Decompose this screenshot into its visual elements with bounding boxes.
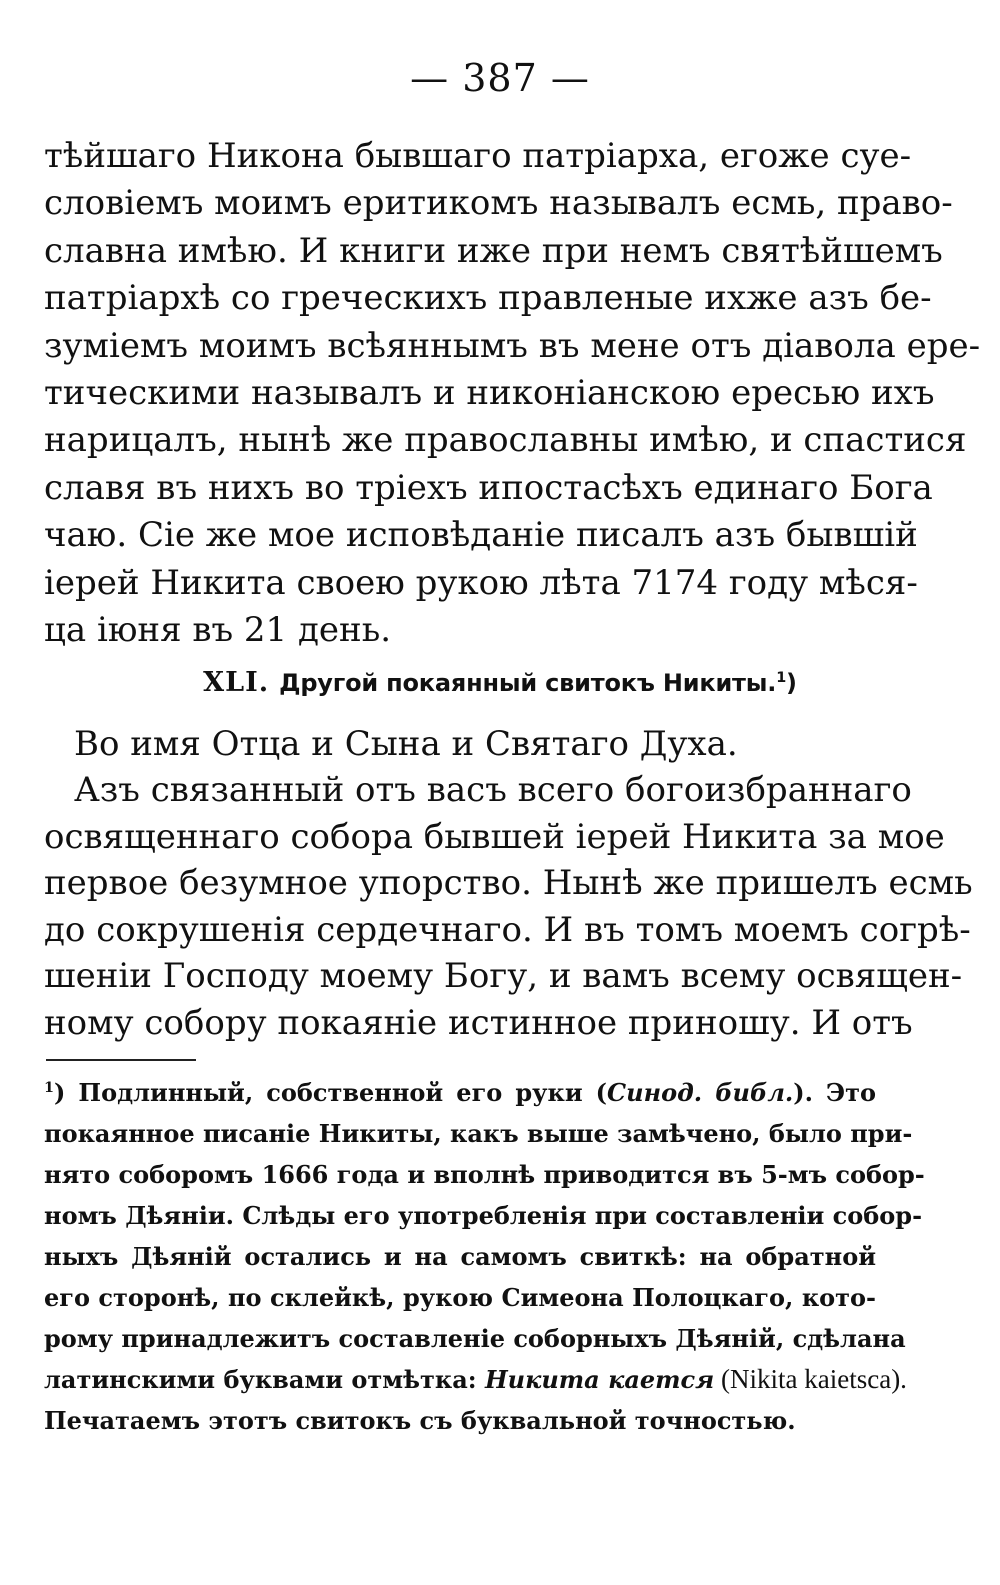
footnote-line: рому принадлежитъ составленіе соборныхъ Дѣяній, сдѣлана [44, 1324, 906, 1353]
text-line: нарицалъ, нынѣ же православны имѣю, и спастися [44, 420, 967, 461]
footnote-mark: 1 [44, 1079, 55, 1096]
footnote-line: номъ Дѣяніи. Слѣды его употребленія при составленіи собор- [44, 1201, 923, 1230]
footnote-divider [46, 1059, 196, 1061]
text-line: освященнаго собора бывшей іерей Никита за мое [44, 816, 945, 857]
section-numeral: XLI. [203, 667, 270, 698]
footnote-text: Подлинный, собственной его руки ( [65, 1078, 608, 1107]
footnote-line [44, 1072, 876, 1113]
text-line: іерей Никита своею рукою лѣта 7174 году мѣся- [44, 562, 918, 603]
footnote-latin: (Nikita kaietsca). [714, 1364, 907, 1394]
text-line: тѣйшаго Никона бывшаго патріарха, егоже суе- [44, 136, 912, 176]
footnote-line: покаянное писаніе Никиты, какъ выше замѣчено, было при- [44, 1119, 913, 1148]
footnote-citation: Синод. библ. [607, 1078, 794, 1107]
text-line: первое безумное упорство. Нынѣ же пришелъ есмь [44, 863, 973, 904]
text-line: славна имѣю. И книги иже при немъ святѣйшемъ [44, 230, 943, 271]
text-line: Азъ связанный отъ васъ всего богоизбраннаго [74, 770, 912, 810]
footnote-line: Печатаемъ этотъ свитокъ съ буквальной точностью. [44, 1406, 796, 1435]
invocation: Во имя Отца и Сына и Святаго Духа. [74, 724, 738, 764]
text-line: до сокрушенія сердечнаго. И въ томъ моемъ согрѣ- [44, 909, 971, 950]
footnote-line [44, 1359, 907, 1400]
footnote-reference-paren: ) [786, 669, 797, 697]
text-line: зуміемъ моимъ всѣяннымъ въ мене отъ діавола ере- [44, 325, 981, 366]
text-line: тическими называлъ и никоніанскою ересью ихъ [44, 373, 935, 414]
footnote-reference: 1 [776, 670, 787, 686]
text-line: словіемъ моимъ еритикомъ называлъ есмь, право- [44, 183, 953, 224]
footnote-line: нято соборомъ 1666 года и вполнѣ приводится въ 5-мъ собор- [44, 1160, 925, 1189]
text-line: славя въ нихъ во тріехъ ипостасѣхъ единаго Бога [44, 467, 933, 508]
text-line: ному собору покаяніе истинное приношу. И отъ [44, 1002, 913, 1043]
text-line: шеніи Господу моему Богу, и вамъ всему освящен- [44, 956, 963, 997]
section-heading [0, 663, 1000, 703]
footnote [44, 1072, 925, 1441]
section-title: Другой покаянный свитокъ Никиты. [279, 669, 777, 697]
footnote-mark-paren: ) [54, 1078, 66, 1107]
page-number: — 387 — [410, 56, 590, 100]
footnote-text: ). Это [793, 1078, 876, 1107]
footnote-quote: Никита кается [484, 1365, 715, 1394]
footnote-line: его сторонѣ, по склейкѣ, рукою Симеона Полоцкаго, кото- [44, 1283, 876, 1312]
text-line: чаю. Сіе же мое исповѣданіе писалъ азъ бывшій [44, 515, 918, 556]
text-line: ца іюня въ 21 день. [44, 610, 392, 651]
footnote-line: ныхъ Дѣяній остались и на самомъ свиткѣ: на обратной [44, 1242, 876, 1271]
footnote-text: латинскими буквами отмѣтка: [44, 1365, 485, 1394]
body-text-continued [44, 133, 981, 654]
text-line: патріархѣ со греческихъ правленые ихже азъ бе- [44, 278, 932, 319]
body-text-scroll [44, 767, 973, 1047]
